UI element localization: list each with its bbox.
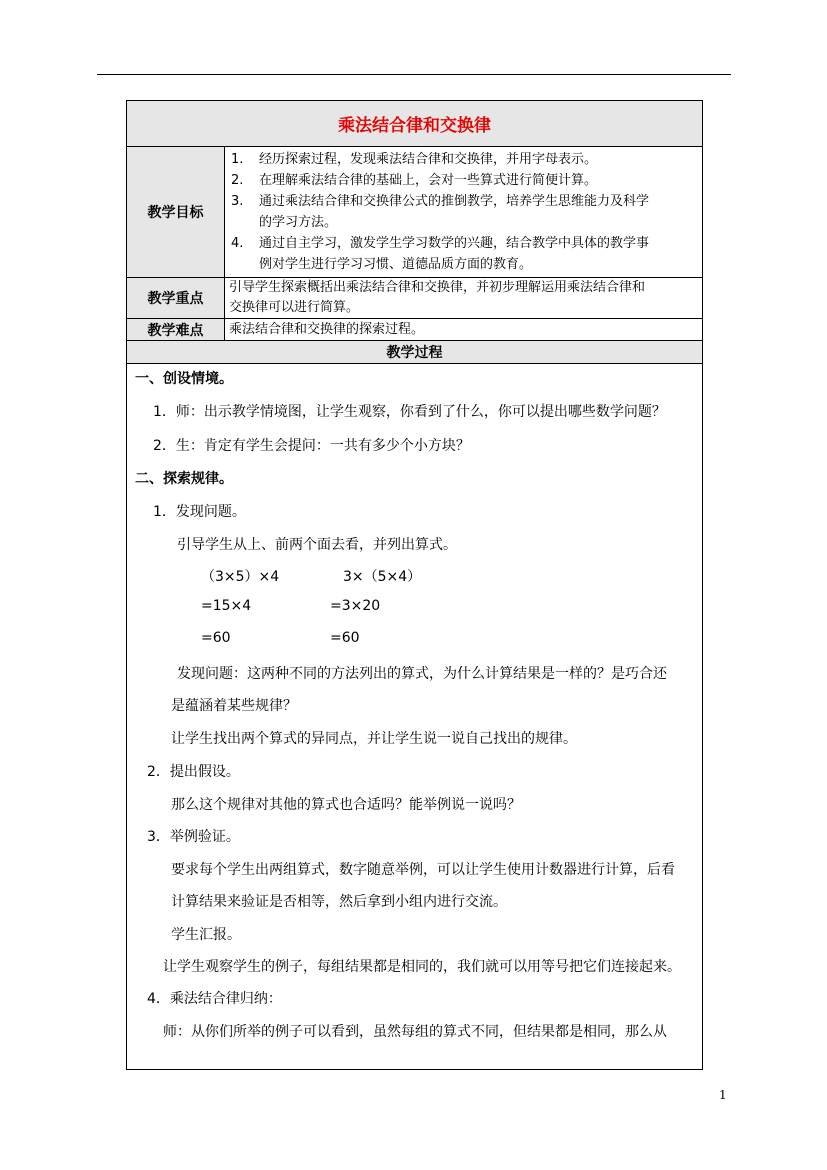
paragraph: 2．生：肯定有学生会提问：一共有多少个小方块？ <box>153 438 470 454</box>
header-rule <box>97 74 731 75</box>
section-heading: 一、创设情境。 <box>135 371 233 387</box>
calc-right-line: =3×20 <box>330 598 381 614</box>
subheading: 1．发现问题。 <box>153 504 246 520</box>
lesson-plan-table <box>126 100 703 1070</box>
subheading: 4．乘法结合律归纳： <box>147 991 282 1007</box>
paragraph: 让学生找出两个算式的异同点，并让学生说一说自己找出的规律。 <box>171 731 577 747</box>
calc-right-line: =60 <box>330 630 360 646</box>
key-points-content: 引导学生探索概括出乘法结合律和交换律，并初步理解运用乘法结合律和 交换律可以进行简算。 <box>225 278 703 319</box>
subheading: 3．举例验证。 <box>147 829 240 845</box>
paragraph: 让学生观察学生的例子，每组结果都是相同的，我们就可以用等号把它们连接起来。 <box>163 959 681 975</box>
section-heading: 二、探索规律。 <box>135 471 233 487</box>
key-points-label: 教学重点 <box>127 278 225 319</box>
goal-item: 1. 经历探索过程，发现乘法结合律和交换律，并用字母表示。 <box>231 152 598 167</box>
paragraph: 师：从你们所举的例子可以看到，虽然每组的算式不同，但结果都是相同，那么从 <box>163 1024 667 1040</box>
paragraph: 要求每个学生出两组算式，数字随意举例，可以让学生使用计数器进行计算，后看 <box>171 862 675 878</box>
paragraph: 计算结果来验证是否相等，然后拿到小组内进行交流。 <box>171 894 507 910</box>
lesson-title: 乘法结合律和交换律 <box>127 101 703 147</box>
page-number: 1 <box>719 1088 727 1102</box>
paragraph: 1．师：出示教学情境图，让学生观察，你看到了什么，你可以提出哪些数学问题？ <box>153 404 666 420</box>
calc-left-line: =15×4 <box>201 598 252 614</box>
goals-label: 教学目标 <box>127 147 225 278</box>
goal-item: 4. 通过自主学习，激发学生学习数学的兴趣，结合教学中具体的教学事 例对学生进行学习习惯、道德品质方面的教育。 <box>231 236 650 272</box>
process-label: 教学过程 <box>127 341 703 364</box>
paragraph: 那么这个规律对其他的算式也合适吗？能举例说一说吗？ <box>171 797 521 813</box>
process-content <box>127 364 703 1070</box>
paragraph: 学生汇报。 <box>171 927 241 943</box>
subheading: 2．提出假设。 <box>147 764 240 780</box>
goal-item: 3. 通过乘法结合律和交换律公式的推倒教学，培养学生思维能力及科学 的学习方法。 <box>231 194 650 230</box>
difficulties-label: 教学难点 <box>127 319 225 341</box>
paragraph: 发现问题：这两种不同的方法列出的算式，为什么计算结果是一样的？是巧合还 <box>177 666 667 682</box>
goals-content <box>225 147 703 278</box>
calc-right-line: 3×（5×4） <box>343 569 422 585</box>
difficulties-content: 乘法结合律和交换律的探索过程。 <box>225 319 703 341</box>
paragraph: 是蕴涵着某些规律？ <box>171 698 297 714</box>
paragraph: 引导学生从上、前两个面去看，并列出算式。 <box>177 537 457 553</box>
calc-left-line: =60 <box>201 630 231 646</box>
goal-item: 2. 在理解乘法结合律的基础上，会对一些算式进行简便计算。 <box>231 173 598 188</box>
calc-left-line: （3×5）×4 <box>201 569 280 585</box>
